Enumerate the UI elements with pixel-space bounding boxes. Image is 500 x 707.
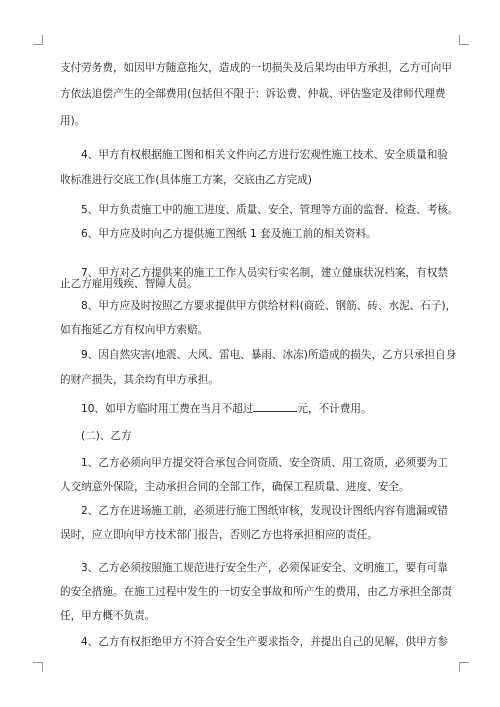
text-line: 用)。 [60,115,86,127]
text-line: 6、甲方应及时向乙方提供施工图纸 1 套及施工前的相关资料。 [81,228,377,240]
crop-mark-bottom-right [459,662,469,672]
text-line: 止乙方雇用残疾、智障人员。 [60,278,198,290]
fee-amount-blank [253,401,297,412]
text-line: 人交纳意外保险，主动承担合同的全部工作，确保工程质量、进度、安全。 [60,481,410,493]
fee-line-text: 10、如甲方临时用工费在当月不超过 [81,403,254,415]
crop-mark-top-right [459,35,469,45]
text-line: 方依法追偿产生的全部费用(包括但不限于：诉讼费、仲裁、评估鉴定及律师代理费 [60,88,446,100]
text-line: 7、甲方对乙方提供来的施工工作人员实行实名制，建立健康状况档案，有权禁 [81,267,448,279]
text-line: 收标准进行交底工作(具体施工方案，交底由乙方完成) [60,174,312,186]
text-line: 的财产损失，其余均有甲方承担。 [60,374,219,386]
section-heading: (二)、乙方 [81,430,132,442]
text-line: 的安全措施。在施工过程中发生的一切安全事故和所产生的费用，由乙方承担全部责 [60,586,452,598]
fee-line-suffix: 元，不计费用。 [297,403,372,415]
fee-line [81,401,372,415]
crop-mark-bottom-left [33,662,43,672]
text-line: 2、乙方在进场施工前，必须进行施工图纸审核，发现设计图纸内容有遗漏或错 [81,505,448,517]
text-line: 8、甲方应及时按照乙方要求提供甲方供给材料(商砼、钢筋、砖、水泥、石子)， [81,300,457,312]
crop-mark-top-left [33,35,43,45]
text-line: 4、乙方有权拒绝甲方不符合安全生产要求指令，并提出自己的见解，供甲方参 [81,636,448,648]
text-line: 1、乙方必须向甲方提交符合承包合同资质、安全资质、用工资质，必须要为工 [81,457,448,469]
text-line: 任，甲方概不负责。 [60,610,156,622]
text-line: 9、因自然灾害(地震、大风、雷电、暴雨、冰冻)所造成的损失，乙方只承担自身 [81,349,457,361]
text-line: 3、乙方必须按照施工规范进行安全生产，必须保证安全、文明施工，要有可靠 [81,562,448,574]
text-line: 误时，应立即向甲方技术部门报告，否则乙方也将承担相应的责任。 [60,529,378,541]
text-line: 4、甲方有权根据施工图和相关文件向乙方进行宏观性施工技术、安全质量和验 [81,149,448,161]
text-line: 如有拖延乙方有权向甲方索赔。 [60,324,209,336]
text-line: 支付劳务费，如因甲方随意拖欠，造成的一切损失及后果均由甲方承担，乙方可向甲 [60,62,452,74]
text-line: 5、甲方负责施工中的施工进度、质量、安全、管理等方面的监督、检查、考核。 [81,204,459,216]
